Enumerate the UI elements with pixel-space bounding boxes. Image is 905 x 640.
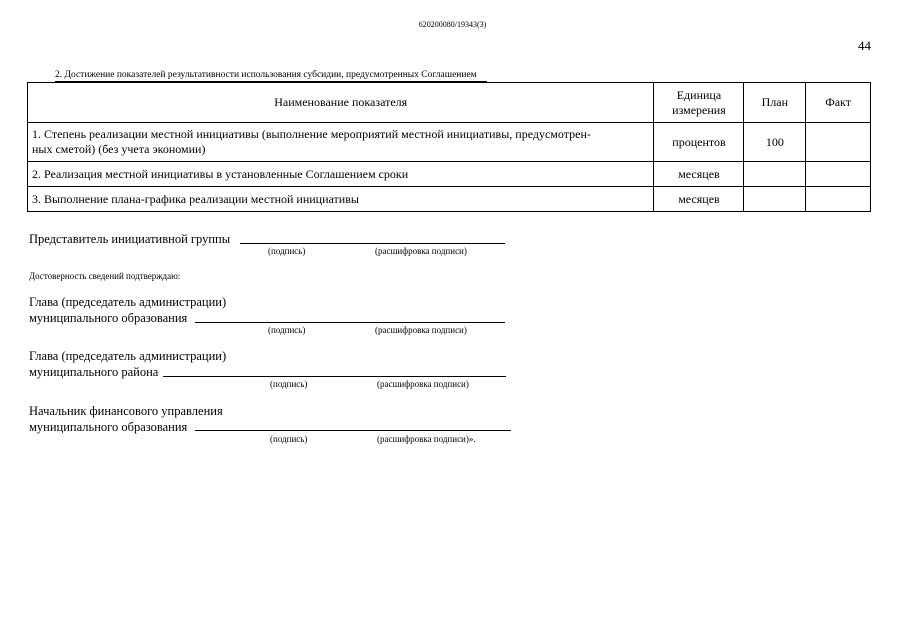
finance-head-decode-caption: (расшифровка подписи)». bbox=[377, 434, 476, 444]
row-name-line1: 1. Степень реализации местной инициативы (выполнение мероприятий местной инициативы, предусмотрен- bbox=[32, 127, 591, 141]
head-district-sign-caption: (подпись) bbox=[270, 379, 308, 389]
header-plan: План bbox=[744, 83, 806, 123]
row-fact bbox=[806, 123, 871, 162]
document-code: 620200080/19343(3) bbox=[418, 20, 487, 29]
table-row bbox=[28, 123, 871, 162]
row-unit: процентов bbox=[654, 123, 744, 162]
row-plan bbox=[744, 187, 806, 212]
head-district-signature-line bbox=[163, 376, 506, 377]
representative-signature-line bbox=[240, 243, 505, 244]
representative-decode-caption: (расшифровка подписи) bbox=[375, 246, 467, 256]
representative-sign-caption: (подпись) bbox=[268, 246, 306, 256]
finance-head-label-line2: муниципального образования bbox=[29, 420, 188, 434]
header-fact: Факт bbox=[806, 83, 871, 123]
head-district-decode-caption: (расшифровка подписи) bbox=[377, 379, 469, 389]
header-name: Наименование показателя bbox=[28, 83, 654, 123]
head-district-label-line1: Глава (председатель администрации) bbox=[29, 349, 227, 363]
table-row bbox=[28, 187, 871, 212]
row-fact bbox=[806, 187, 871, 212]
representative-label: Представитель инициативной группы bbox=[29, 232, 231, 246]
head-municipal-sign-caption: (подпись) bbox=[268, 325, 306, 335]
finance-head-sign-caption: (подпись) bbox=[270, 434, 308, 444]
row-name-line2: ных сметой) (без учета экономии) bbox=[32, 142, 206, 156]
table-row bbox=[28, 162, 871, 187]
head-municipal-label-line1: Глава (председатель администрации) bbox=[29, 295, 227, 309]
row-name bbox=[28, 123, 654, 162]
header-unit-line1: Единица bbox=[676, 87, 722, 102]
row-plan: 100 bbox=[744, 123, 806, 162]
header-unit-line2: измерения bbox=[672, 102, 726, 117]
row-name: 2. Реализация местной инициативы в установленные Соглашением сроки bbox=[28, 162, 654, 187]
row-name: 3. Выполнение плана-графика реализации местной инициативы bbox=[28, 187, 654, 212]
row-unit: месяцев bbox=[654, 162, 744, 187]
page-number: 44 bbox=[858, 38, 871, 53]
head-district-label-line2: муниципального района bbox=[29, 365, 159, 379]
section-title: 2. Достижение показателей результативности использования субсидии, предусмотренных Соглашением bbox=[55, 70, 487, 82]
table-header-row bbox=[28, 83, 871, 123]
head-municipal-label-line2: муниципального образования bbox=[29, 311, 188, 325]
finance-head-signature-line bbox=[195, 430, 511, 431]
header-unit bbox=[654, 83, 744, 123]
indicators-table bbox=[27, 82, 871, 212]
confirmation-text: Достоверность сведений подтверждаю: bbox=[29, 271, 181, 281]
finance-head-label-line1: Начальник финансового управления bbox=[29, 404, 223, 418]
head-municipal-decode-caption: (расшифровка подписи) bbox=[375, 325, 467, 335]
row-fact bbox=[806, 162, 871, 187]
row-plan bbox=[744, 162, 806, 187]
head-municipal-signature-line bbox=[195, 322, 505, 323]
row-unit: месяцев bbox=[654, 187, 744, 212]
